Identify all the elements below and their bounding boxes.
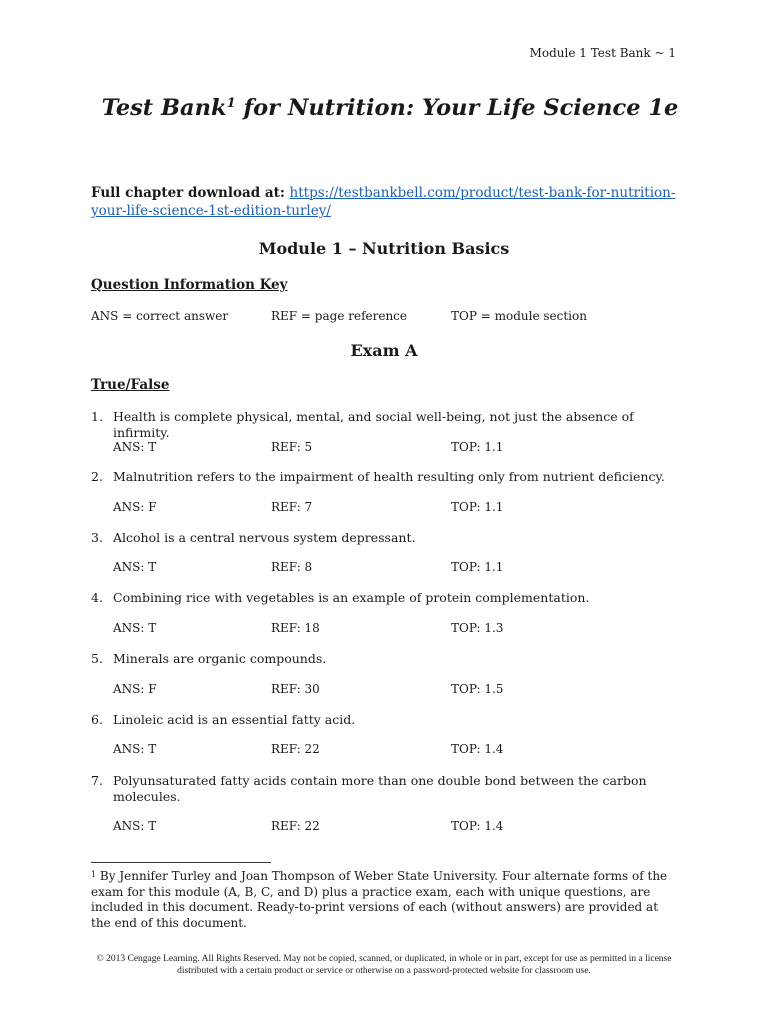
title-footnote-mark: 1 bbox=[226, 96, 236, 111]
footnote-mark: 1 bbox=[91, 870, 97, 879]
footnote-divider bbox=[91, 862, 271, 863]
answer-ref: REF: 22 bbox=[271, 742, 320, 756]
key-ans: ANS = correct answer bbox=[91, 309, 229, 323]
question-text: Minerals are organic compounds. bbox=[113, 651, 327, 666]
answer-value: ANS: T bbox=[113, 742, 157, 756]
title-rest: for Nutrition: Your Life Science 1e bbox=[235, 95, 679, 121]
answer-value: ANS: F bbox=[113, 500, 157, 514]
question-number: 7. bbox=[91, 773, 103, 788]
question-number: 1. bbox=[91, 409, 103, 424]
key-heading: Question Information Key bbox=[91, 277, 288, 293]
question-number: 3. bbox=[91, 530, 103, 545]
answer-top: TOP: 1.4 bbox=[451, 742, 504, 756]
question-number: 6. bbox=[91, 712, 103, 727]
question-text: Malnutrition refers to the impairment of health resulting only from nutrient deficiency. bbox=[113, 469, 665, 484]
question-text: Health is complete physical, mental, and social well-being, not just the absence of infirmity. bbox=[113, 409, 634, 440]
answer-top: TOP: 1.1 bbox=[451, 500, 504, 514]
question-text: Polyunsaturated fatty acids contain more than one double bond between the carbon molecules. bbox=[113, 773, 647, 804]
running-header: Module 1 Test Bank ~ 1 bbox=[529, 46, 676, 60]
document-title bbox=[60, 93, 720, 124]
footnote-text: By Jennifer Turley and Joan Thompson of Weber State University. Four alternate forms of the exam for this module (A, B, C, and D) plus a practice exam, each with unique questions, are included in this document. Ready-to-print versions of each (without answers) are provided at the end of this document. bbox=[91, 869, 668, 930]
answer-value: ANS: T bbox=[113, 560, 157, 574]
question-text: Alcohol is a central nervous system depressant. bbox=[113, 530, 416, 545]
download-link[interactable]: https://testbankbell.com/product/test-bank-for-nutrition-your-life-science-1st-edition-turley/ bbox=[91, 185, 676, 219]
answer-top: TOP: 1.4 bbox=[451, 819, 504, 833]
question-text: Combining rice with vegetables is an example of protein complementation. bbox=[113, 590, 590, 605]
answer-ref: REF: 30 bbox=[271, 682, 320, 696]
module-title: Module 1 – Nutrition Basics bbox=[258, 239, 510, 258]
download-label: Full chapter download at: bbox=[91, 185, 290, 201]
answer-value: ANS: T bbox=[113, 440, 157, 454]
footnote bbox=[91, 869, 681, 931]
answer-value: ANS: F bbox=[113, 682, 157, 696]
key-ref: REF = page reference bbox=[271, 309, 408, 323]
answer-top: TOP: 1.1 bbox=[451, 440, 504, 454]
answer-ref: REF: 7 bbox=[271, 500, 313, 514]
copyright-notice: © 2013 Cengage Learning. All Rights Reserved. May not be copied, scanned, or duplicated, in whole or in part, except for use as permitted in a license distributed with a certain product or service or otherwise on a password-protected website for classroom use. bbox=[96, 954, 672, 976]
answer-ref: REF: 22 bbox=[271, 819, 320, 833]
answer-ref: REF: 18 bbox=[271, 621, 320, 635]
answer-top: TOP: 1.1 bbox=[451, 560, 504, 574]
answer-top: TOP: 1.3 bbox=[451, 621, 504, 635]
answer-top: TOP: 1.5 bbox=[451, 682, 504, 696]
answer-ref: REF: 8 bbox=[271, 560, 313, 574]
key-top: TOP = module section bbox=[451, 309, 587, 323]
download-line bbox=[91, 184, 691, 220]
section-true-false: True/False bbox=[91, 377, 170, 393]
answer-value: ANS: T bbox=[113, 621, 157, 635]
answer-ref: REF: 5 bbox=[271, 440, 313, 454]
question-number: 4. bbox=[91, 590, 103, 605]
question-number: 2. bbox=[91, 469, 103, 484]
question-text: Linoleic acid is an essential fatty acid. bbox=[113, 712, 356, 727]
title-main: Test Bank bbox=[101, 95, 227, 121]
exam-title: Exam A bbox=[350, 341, 418, 360]
answer-value: ANS: T bbox=[113, 819, 157, 833]
question-number: 5. bbox=[91, 651, 103, 666]
